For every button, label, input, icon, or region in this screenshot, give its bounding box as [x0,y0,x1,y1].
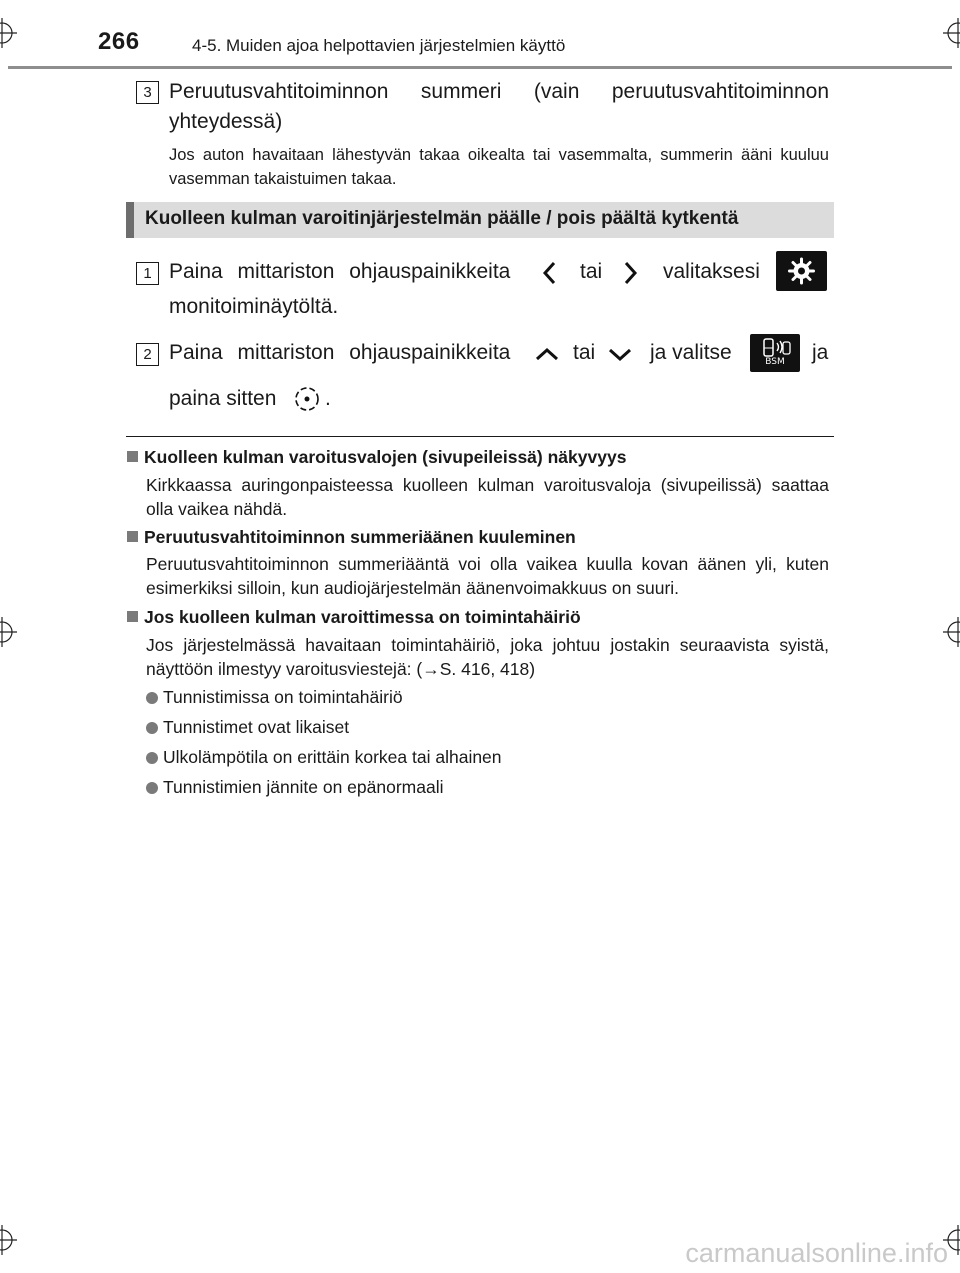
note-heading [127,447,626,468]
bullet-dot-icon [146,692,158,704]
section-divider [126,436,834,437]
note-square-icon [127,451,138,462]
step-number-badge: 2 [136,343,159,366]
step-2-text-line2: paina sitten [169,387,277,410]
step-2-text-end: ja [812,341,829,364]
step-2-text-part2: ja valitse [650,341,732,364]
note-body: Kirkkaassa auringonpaisteessa kuolleen kulman varoitusvaloja (sivupeilissä) saattaa olla vaikea nähdä. [146,475,829,519]
bullet-dot-icon [146,722,158,734]
registration-mark-bottom-left-icon [0,1225,17,1255]
note-heading-text: Jos kuolleen kulman varoittimessa on toimintahäiriö [144,607,581,627]
registration-mark-top-right-icon [943,18,960,48]
step-2-text-part1: Paina mittariston ohjauspainikkeita [169,341,511,364]
note-square-icon [127,611,138,622]
section-title: 4-5. Muiden ajoa helpottavien järjestelmien käyttö [192,36,566,55]
section-banner [126,202,834,238]
list-item [146,687,403,708]
note-body: Jos järjestelmässä havaitaan toimintahäiriö, joka johtuu jostakin seuraavista syistä, näyttöön ilmestyy varoitusviestejä: (→S. 416, 418) [146,635,829,679]
list-item [146,717,349,738]
chevron-up-icon [532,344,562,364]
bsm-label: BSM [765,357,785,367]
step-1-text-part1: Paina mittariston ohjauspainikkeita [169,260,511,283]
step-2-period: . [325,387,331,410]
step-body: Jos auton havaitaan lähestyvän takaa oikealta tai vasemmalta, summerin ääni kuuluu vasemman takaistuimen takaa. [169,146,829,188]
note-body: Peruutusvahtitoiminnon summeriääntä voi olla vaikea kuulla kovan äänen yli, kuten esimerkiksi silloin, kun audiojärjestelmän äänenvoimakkuus on suuri. [146,554,829,598]
chevron-right-icon [620,258,640,288]
list-item [146,777,444,798]
step-heading: Peruutusvahtitoiminnon summeri (vain peruutusvahtitoiminnon yhteydessä) [169,80,829,133]
bullet-dot-icon [146,752,158,764]
registration-mark-top-left-icon [0,18,17,48]
step-number-badge: 3 [136,81,159,104]
header-rule [8,66,952,69]
step-2-or: tai [573,341,596,364]
bsm-icon [750,334,800,372]
registration-mark-mid-right-icon [943,617,960,647]
chevron-down-icon [605,344,635,364]
list-item-text: Ulkolämpötila on erittäin korkea tai alhainen [163,747,502,767]
section-banner-title: Kuolleen kulman varoitinjärjestelmän päälle / pois päältä kytkentä [145,208,739,229]
ok-button-icon [293,385,321,413]
note-heading-text: Peruutusvahtitoiminnon summeriäänen kuuleminen [144,527,576,547]
note-heading-text: Kuolleen kulman varoitusvalojen (sivupeileissä) näkyvyys [144,447,627,467]
note-heading [127,607,581,628]
list-item-text: Tunnistimien jännite on epänormaali [163,777,444,797]
page-number: 266 [98,28,140,55]
step-number-badge: 1 [136,262,159,285]
bullet-dot-icon [146,782,158,794]
step-1-text-line2: monitoiminäytöltä. [169,295,339,318]
note-heading [127,527,576,548]
list-item [146,747,502,768]
registration-mark-mid-left-icon [0,617,17,647]
chevron-left-icon [540,258,560,288]
settings-gear-icon [776,251,827,291]
watermark: carmanualsonline.info [685,1238,948,1268]
list-item-text: Tunnistimet ovat likaiset [163,717,350,737]
step-1-or: tai [580,260,603,283]
list-item-text: Tunnistimissa on toimintahäiriö [163,687,403,707]
step-1-text-part2: valitaksesi [663,260,760,283]
note-square-icon [127,531,138,542]
